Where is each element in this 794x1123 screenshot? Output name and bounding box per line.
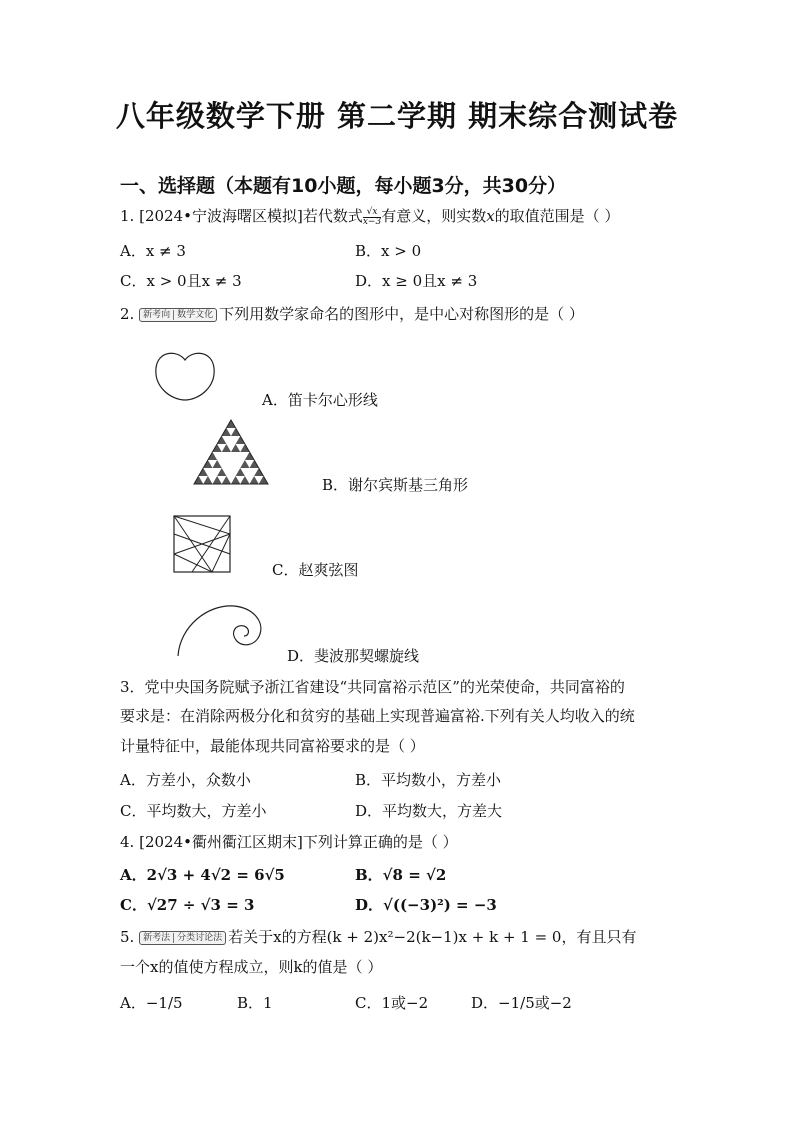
- question-4: 4. [2024•衢州衢江区期末]下列计算正确的是（ ）: [120, 833, 458, 851]
- question-3-line-1: 3．党中央国务院赋予浙江省建设“共同富裕示范区”的光荣使命，共同富裕的: [120, 678, 625, 696]
- question-4-source: [2024•衢州衢江区期末]: [139, 833, 303, 851]
- question-5-line-2: 一个x的值使方程成立，则k的值是（ ）: [120, 958, 383, 976]
- section-heading: 一、选择题（本题有10小题，每小题3分，共30分）: [120, 175, 567, 197]
- option-3a: A．方差小，众数小: [120, 771, 251, 789]
- option-1d: D．x ≥ 0且x ≠ 3: [355, 272, 478, 290]
- option-5d: D．−1/5或−2: [471, 994, 572, 1012]
- option-2b: B．谢尔宾斯基三角形: [322, 476, 469, 494]
- new-direction-tag: 新考向 数学文化: [139, 308, 217, 322]
- option-1c: C．x > 0且x ≠ 3: [120, 272, 242, 290]
- page-title: 八年级数学下册 第二学期 期末综合测试卷: [115, 99, 679, 133]
- option-4a: A．2√3 + 4√2 = 6√5: [120, 866, 285, 884]
- fraction: $\frac{√x}{x-3}$: [362, 206, 382, 227]
- option-2a: A．笛卡尔心形线: [262, 391, 378, 409]
- question-2: 2. 新考向 数学文化 下列用数学家命名的图形中，是中心对称图形的是（ ）: [120, 305, 584, 323]
- option-3d: D．平均数大，方差大: [355, 802, 503, 820]
- option-3b: B．平均数小，方差小: [355, 771, 502, 789]
- fibonacci-spiral-figure: [172, 598, 270, 660]
- question-1-source: [2024•宁波海曙区模拟]: [139, 207, 303, 225]
- option-1a: A．x ≠ 3: [120, 242, 186, 260]
- option-1b: B．x > 0: [355, 242, 422, 260]
- new-method-tag: 新考法 分类讨论法: [139, 931, 226, 945]
- sierpinski-triangle-figure: [192, 418, 270, 486]
- option-4b: B．√8 = √2: [355, 866, 447, 884]
- option-4d: D．√((−3)²) = −3: [355, 896, 497, 914]
- question-3-line-3: 计量特征中，最能体现共同富裕要求的是（ ）: [120, 737, 425, 755]
- option-5c: C．1或−2: [355, 994, 429, 1012]
- question-3-line-2: 要求是：在消除两极分化和贫穷的基础上实现普遍富裕.下列有关人均收入的统: [120, 707, 635, 725]
- option-5a: A．−1/5: [120, 994, 183, 1012]
- option-4c: C．√27 ÷ √3 = 3: [120, 896, 255, 914]
- zhao-shuang-diagram-figure: [172, 514, 232, 574]
- cardioid-figure: [150, 348, 220, 404]
- option-3c: C．平均数大，方差小: [120, 802, 267, 820]
- option-2c: C．赵爽弦图: [272, 561, 359, 579]
- question-1: 1. [2024•宁波海曙区模拟]若代数式 $\frac{√x}{x-3}$ 有意义，则实数x的取值范围是（ ）: [120, 206, 620, 227]
- question-5: 5. 新考法 分类讨论法 若关于x的方程(k + 2)x²−2(k−1)x + k + 1 = 0，有且只有: [120, 928, 637, 946]
- option-2d: D．斐波那契螺旋线: [287, 647, 420, 665]
- option-5b: B．1: [237, 994, 273, 1012]
